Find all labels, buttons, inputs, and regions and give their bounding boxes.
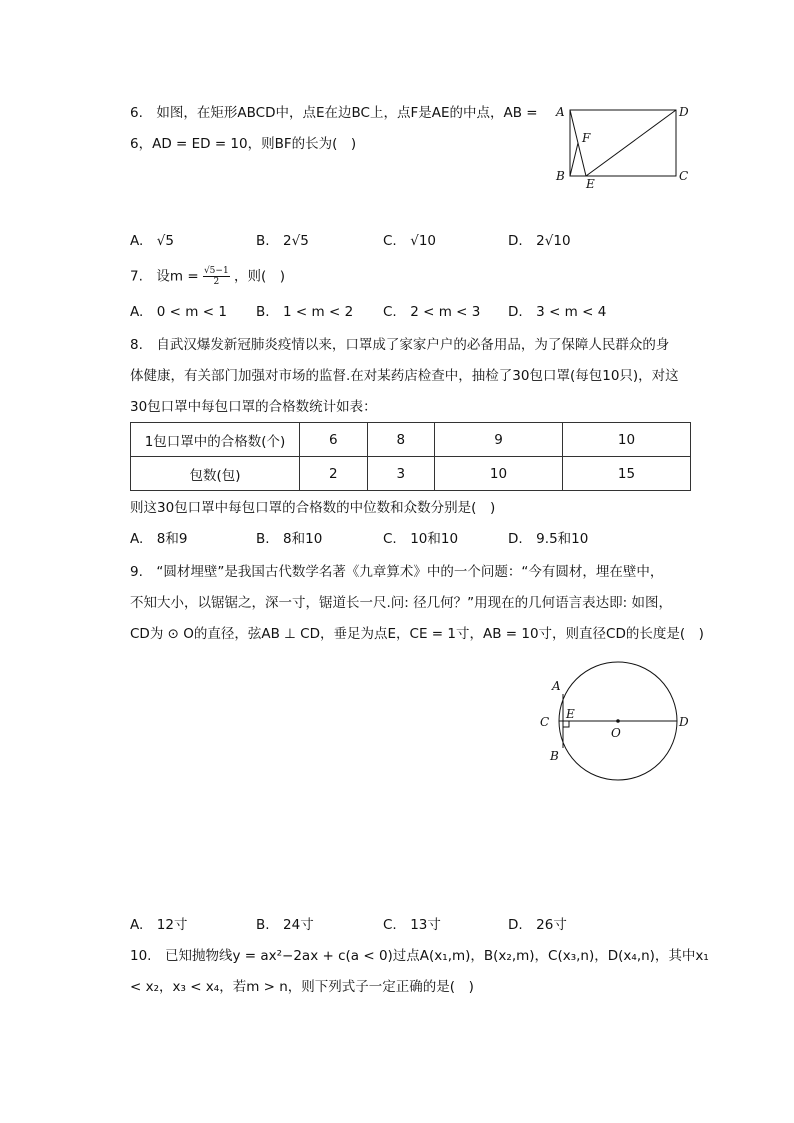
label-B: B: [556, 169, 565, 183]
table-cell: 15: [562, 457, 690, 491]
q9-option-b[interactable]: B. 24寸: [256, 917, 314, 933]
table-row: [131, 423, 691, 457]
label-D: D: [679, 715, 689, 729]
label-D: D: [679, 105, 689, 119]
q10-text-line2: < x₂，x₃ < x₄，若m > n，则下列式子一定正确的是( ): [130, 979, 474, 995]
table-cell: 8: [367, 423, 435, 457]
label-E: E: [586, 177, 595, 191]
q10-text-line1: 10. 已知抛物线y = ax²−2ax + c(a < 0)过点A(x₁,m)，B(x₂,m)，C(x₃,n)，D(x₄,n)，其中x₁: [130, 948, 709, 964]
circle-figure: [535, 660, 705, 790]
q7-suffix: ，则( ): [233, 268, 286, 285]
q8-option-c[interactable]: C. 10和10: [383, 531, 459, 547]
q9-option-a[interactable]: A. 12寸: [130, 917, 188, 933]
q8-text-line3: 30包口罩中每包口罩的合格数统计如表：: [130, 399, 377, 415]
label-F: F: [582, 131, 591, 145]
q7-option-c[interactable]: C. 2 < m < 3: [383, 304, 481, 320]
q8-option-d[interactable]: D. 9.5和10: [508, 531, 589, 547]
q9-text-line1: 9. “圆材埋壁”是我国古代数学名著《九章算术》中的一个问题：“今有圆材，埋在壁中，: [130, 564, 664, 580]
label-O: O: [611, 726, 621, 740]
rectangle-figure: [552, 102, 692, 192]
q6-text-line2: 6，AD = ED = 10，则BF的长为( ): [130, 136, 357, 152]
label-C: C: [540, 715, 550, 729]
table-cell: 2: [300, 457, 368, 491]
table-row: [131, 457, 691, 491]
table-cell: 6: [300, 423, 368, 457]
table-cell: 1包口罩中的合格数(个): [131, 423, 300, 457]
label-C: C: [679, 169, 689, 183]
q8-option-b[interactable]: B. 8和10: [256, 531, 323, 547]
q7-prefix: 7. 设m =: [130, 268, 199, 285]
q7-option-a[interactable]: A. 0 < m < 1: [130, 304, 227, 320]
q9-text-line2: 不知大小，以锯锯之，深一寸，锯道长一尺.问: 径几何？”用现在的几何语言表达即: 如图，: [130, 595, 672, 611]
q7-option-d[interactable]: D. 3 < m < 4: [508, 304, 607, 320]
qualified-count-table: [130, 422, 691, 491]
table-cell: 包数(包): [131, 457, 300, 491]
label-A: A: [556, 105, 565, 119]
label-E: E: [566, 707, 575, 721]
table-cell: 9: [435, 423, 563, 457]
q8-text-line1: 8. 自武汉爆发新冠肺炎疫情以来，口罩成了家家户户的必备用品，为了保障人民群众的身: [130, 337, 670, 353]
q8-question: 则这30包口罩中每包口罩的合格数的中位数和众数分别是( ): [130, 500, 496, 516]
q9-option-c[interactable]: C. 13寸: [383, 917, 441, 933]
q9-option-d[interactable]: D. 26寸: [508, 917, 567, 933]
table-cell: 10: [562, 423, 690, 457]
q6-option-d[interactable]: D. 2√10: [508, 233, 571, 249]
q8-text-line2: 体健康，有关部门加强对市场的监督.在对某药店检查中，抽检了30包口罩(每包10只)，对这: [130, 368, 679, 384]
q9-text-line3: CD为 ⊙ O的直径，弦AB ⊥ CD，垂足为点E，CE = 1寸，AB = 10寸，则直径CD的长度是( ): [130, 626, 704, 642]
q8-option-a[interactable]: A. 8和9: [130, 531, 188, 547]
q6-text-line1: 6. 如图，在矩形ABCD中，点E在边BC上，点F是AE的中点，AB =: [130, 105, 538, 121]
label-A: A: [552, 679, 561, 693]
label-B: B: [550, 749, 559, 763]
table-cell: 3: [367, 457, 435, 491]
q7-option-b[interactable]: B. 1 < m < 2: [256, 304, 354, 320]
q7-fraction: [203, 266, 230, 287]
q7-frac-numerator: √5−1: [203, 266, 229, 276]
q7-text: [130, 266, 285, 287]
q6-option-c[interactable]: C. √10: [383, 233, 436, 249]
table-cell: 10: [435, 457, 563, 491]
q6-option-b[interactable]: B. 2√5: [256, 233, 309, 249]
q6-option-a[interactable]: A. √5: [130, 233, 174, 249]
q7-frac-denominator: 2: [213, 277, 220, 287]
